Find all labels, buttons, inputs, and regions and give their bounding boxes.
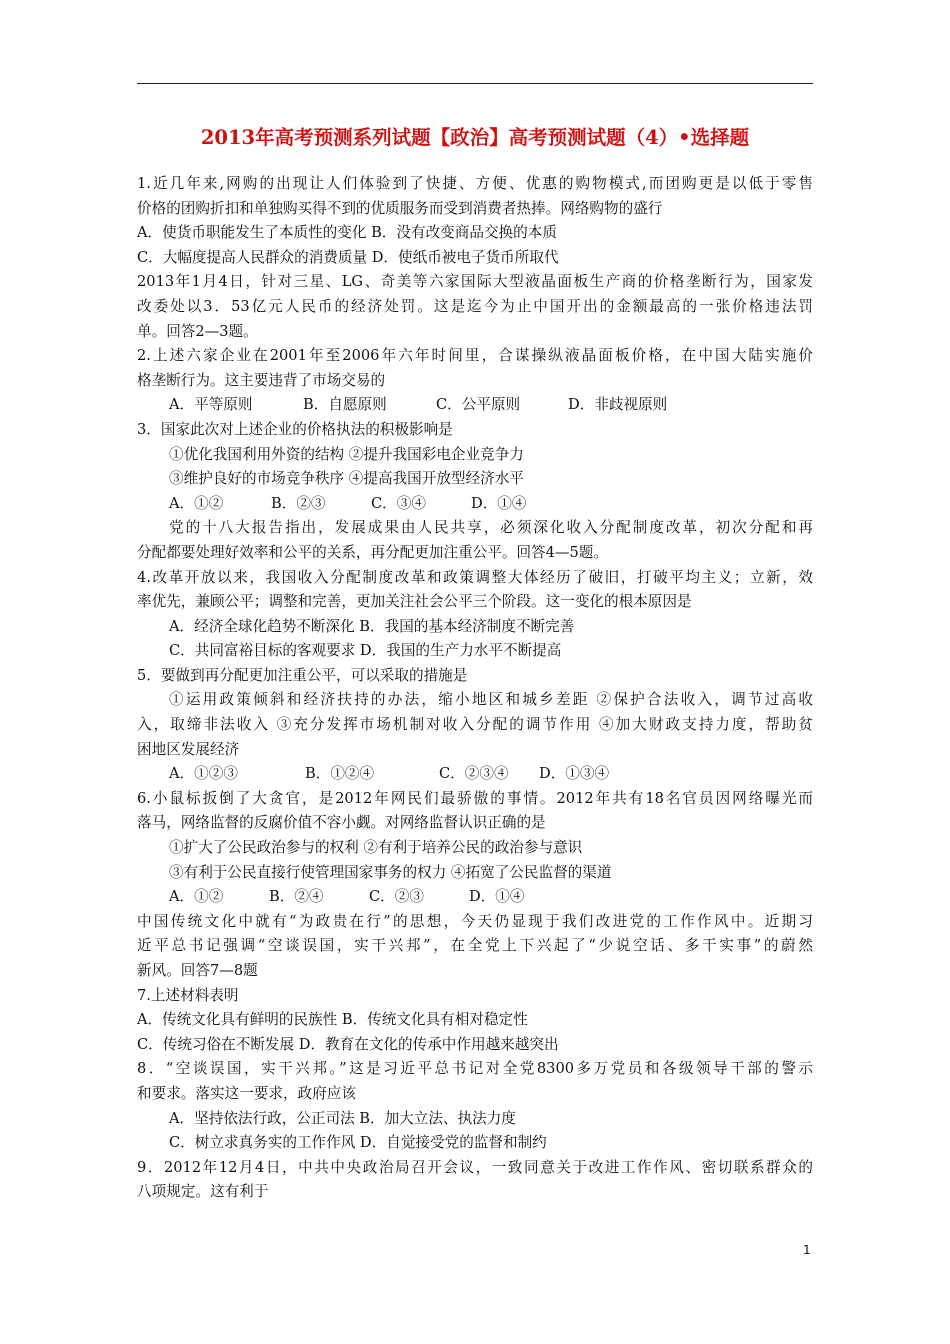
question-4-line: 率优先，兼顾公平；调整和完善，更加关注社会公平三个阶段。这一变化的根本原因是 <box>137 593 692 611</box>
question-6-statements: ③有利于公民直接行使管理国家事务的权力 ④拓宽了公民监督的渠道 <box>169 863 612 881</box>
question-1-line: 价格的团购折扣和单独购买得不到的优质服务而受到消费者热捧。网络购物的盛行 <box>137 199 663 217</box>
question-1-options: A．使货币职能发生了本质性的变化 B．没有改变商品交换的本质 <box>137 224 557 242</box>
question-9-line: 9．2012年12月4日，中共中央政治局召开会议，一致同意关于改进工作作风、密切联系群众的 <box>137 1158 813 1176</box>
option-c: C．②③④ <box>439 765 509 783</box>
material-2-line: 分配都要处理好效率和公平的关系，再分配更加注重公平。回答4—5题。 <box>137 543 608 561</box>
material-1-line: 改委处以3．53亿元人民币的经济处罚。这是迄今为止中国开出的金额最高的一张价格违法罚 <box>137 297 813 315</box>
document-title: 2013年高考预测系列试题【政治】高考预测试题（4）•选择题 <box>200 126 750 149</box>
option-c: C．③④ <box>371 494 426 512</box>
material-3-line: 新风。回答7—8题 <box>137 962 258 979</box>
material-1-line: 2013年1月4日，针对三星、LG、奇美等六家国际大型液晶面板生产商的价格垄断行为，国家发 <box>137 273 813 291</box>
option-c: C．公平原则 <box>436 396 521 414</box>
option-a: A．①② <box>169 494 224 512</box>
question-3-stem: 3．国家此次对上述企业的价格执法的积极影响是 <box>137 420 453 438</box>
option-b: B．②③ <box>271 494 326 512</box>
question-3-statements: ①优化我国利用外资的结构 ②提升我国彩电企业竞争力 <box>169 445 524 463</box>
question-7-stem: 7.上述材料表明 <box>137 986 239 1004</box>
question-9-line: 八项规定。这有利于 <box>137 1183 269 1201</box>
question-6-statements: ①扩大了公民政治参与的权利 ②有利于培养公民的政治参与意识 <box>169 839 583 857</box>
question-1-options: C．大幅度提高人民群众的消费质量 D．使纸币被电子货币所取代 <box>137 248 559 266</box>
option-d: D．非歧视原则 <box>568 396 668 414</box>
question-5-statements: 困地区发展经济 <box>137 740 240 758</box>
question-2-line: 2.上述六家企业在2001年至2006年六年时间里，合谋操纵液晶面板价格，在中国大陆实施价 <box>137 347 813 365</box>
question-4-options: A．经济全球化趋势不断深化 B．我国的基本经济制度不断完善 <box>169 617 575 635</box>
option-b: B．自愿原则 <box>303 396 387 414</box>
option-b: B．②④ <box>269 888 324 906</box>
option-d: D．①④ <box>469 888 525 906</box>
header-rule <box>137 83 813 84</box>
question-8-line: 和要求。落实这一要求，政府应该 <box>137 1084 356 1102</box>
option-a: A．①②③ <box>169 765 238 783</box>
question-5-statements: ①运用政策倾斜和经济扶持的办法，缩小地区和城乡差距 ②保护合法收入，调节过高收 <box>169 691 813 709</box>
question-8-options: A．坚持依法行政，公正司法 B．加大立法、执法力度 <box>169 1109 516 1127</box>
question-7-options: A．传统文化具有鲜明的民族性 B．传统文化具有相对稳定性 <box>137 1011 528 1029</box>
option-a: A．平等原则 <box>169 396 253 414</box>
option-d: D．①④ <box>471 494 527 512</box>
question-4-options: C．共同富裕目标的客观要求 D．我国的生产力水平不断提高 <box>169 642 562 660</box>
option-a: A．①② <box>169 888 224 906</box>
question-6-line: 落马，网络监督的反腐价值不容小觑。对网络监督认识正确的是 <box>137 814 546 832</box>
question-3-statements: ③维护良好的市场竞争秩序 ④提高我国开放型经济水平 <box>169 470 524 488</box>
material-1-line: 单。回答2—3题。 <box>137 322 258 340</box>
question-7-options: C．传统习俗在不断发展 D．教育在文化的传承中作用越来越突出 <box>137 1035 559 1053</box>
question-2-options <box>137 393 813 418</box>
question-1-line: 1.近几年来,网购的出现让人们体验到了快捷、方便、优惠的购物模式,而团购更是以低于零售 <box>137 175 813 192</box>
question-4-line: 4.改革开放以来，我国收入分配制度改革和政策调整大体经历了破旧，打破平均主义；立新，效 <box>137 568 813 586</box>
question-2-line: 格垄断行为。这主要违背了市场交易的 <box>137 371 386 389</box>
document-body <box>137 172 813 1205</box>
material-3-line: 近平总书记强调“空谈误国，实干兴邦”，在全党上下兴起了“少说空话、多干实事”的蔚然 <box>137 937 813 955</box>
question-5-statements: 入，取缔非法收入 ③充分发挥市场机制对收入分配的调节作用 ④加大财政支持力度，帮助贫 <box>137 716 813 734</box>
option-d: D．①③④ <box>539 765 610 783</box>
question-6-line: 6.小鼠标扳倒了大贪官，是2012年网民们最骄傲的事情。2012年共有18名官员因网络曝光而 <box>137 789 813 807</box>
option-b: B．①②④ <box>305 765 375 783</box>
option-c: C．②③ <box>369 888 424 906</box>
question-6-options <box>137 885 813 910</box>
material-3-line: 中国传统文化中就有“为政贵在行”的思想，今天仍显现于我们改进党的工作作风中。近期习 <box>137 912 813 930</box>
question-3-options <box>137 492 813 517</box>
question-5-stem: 5．要做到再分配更加注重公平，可以采取的措施是 <box>137 666 468 684</box>
page-number: 1 <box>803 1243 811 1257</box>
question-5-options <box>137 762 813 787</box>
question-8-options: C．树立求真务实的工作作风 D．自觉接受党的监督和制约 <box>169 1134 547 1152</box>
question-8-line: 8．“空谈误国，实干兴邦。”这是习近平总书记对全党8300多万党员和各级领导干部的警示 <box>137 1060 813 1078</box>
material-2-line: 党的十八大报告指出，发展成果由人民共享，必须深化收入分配制度改革，初次分配和再 <box>169 519 813 537</box>
